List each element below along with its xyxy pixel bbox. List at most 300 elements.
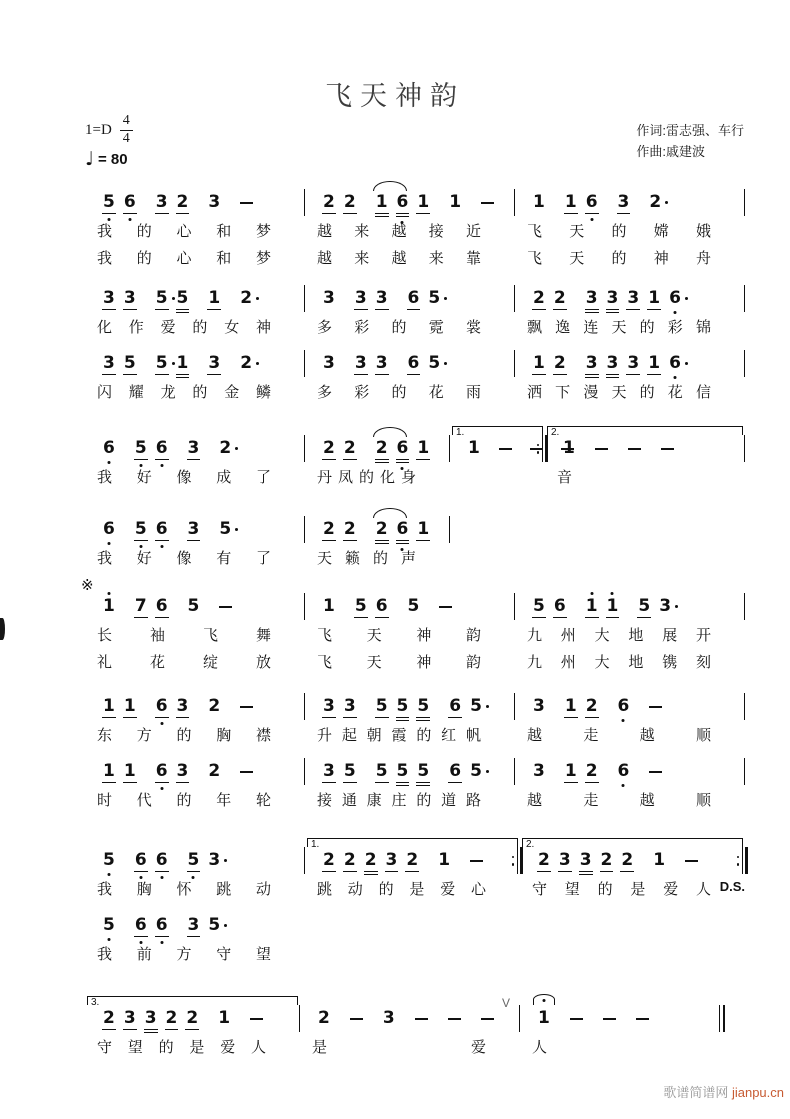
barline (744, 593, 745, 620)
system-5 (81, 577, 745, 676)
underline (155, 617, 169, 618)
note-token (439, 597, 452, 621)
lyric-char: 成 (216, 469, 232, 486)
note-digit: 2 (375, 438, 388, 458)
rest-dash (649, 706, 662, 708)
rest-dash (240, 706, 253, 708)
lyric-char: 天 (569, 223, 585, 240)
underline-group (155, 213, 169, 216)
note-token (177, 289, 189, 308)
note-digit: 1 (533, 353, 545, 373)
underline-group (155, 617, 169, 620)
underline (102, 213, 116, 214)
lyric-char: 神 (255, 319, 271, 336)
dot-after (235, 447, 238, 450)
lyric-char: 我 (97, 550, 113, 567)
lyric-char: 花 (149, 654, 165, 671)
rest-dash (470, 860, 483, 862)
underline (564, 213, 578, 214)
lyric-char: 闪 (97, 384, 113, 401)
underline-group (134, 936, 148, 939)
note-token (649, 762, 662, 786)
note-token (554, 289, 566, 308)
note-token (417, 697, 429, 716)
measure (450, 426, 545, 464)
rest-dash (415, 1018, 428, 1020)
lyric-char: 前 (136, 946, 152, 963)
note-digit: 6 (617, 696, 630, 716)
underline-group (123, 782, 137, 785)
breath-mark: V (501, 996, 510, 1010)
note-digit: 5 (396, 696, 409, 716)
note-digit: 1 (653, 850, 666, 870)
note-token (156, 520, 168, 539)
barline (744, 189, 745, 216)
volta-bracket (452, 426, 543, 438)
underline (537, 871, 551, 872)
note-digit: 2 (318, 1008, 330, 1028)
lyric-char: 走 (583, 727, 599, 744)
measure (85, 749, 305, 787)
note-digit: 7 (134, 596, 147, 616)
underline-group (354, 617, 368, 620)
note-token (565, 193, 577, 212)
note-digit: 2 (208, 696, 221, 716)
note-token (415, 1009, 428, 1033)
note-digit: 3 (123, 288, 136, 308)
note-token (240, 354, 252, 373)
score-body (81, 172, 745, 1061)
underline-group (123, 213, 137, 216)
underline (585, 312, 599, 313)
lyric-char: 守 (532, 881, 548, 898)
note-token (145, 1009, 157, 1028)
rest-dash (685, 860, 698, 862)
rest-dash (628, 448, 641, 450)
underline (322, 213, 336, 214)
lyric-char: 人 (532, 1039, 548, 1056)
lyrics-cell (85, 1034, 300, 1061)
lyric-char: 起 (341, 727, 357, 744)
underline (407, 374, 421, 375)
lyric-char: 跳 (216, 881, 232, 898)
underline (375, 374, 389, 375)
underline (343, 459, 357, 460)
underline (123, 309, 137, 310)
note-digit: 3 (103, 288, 115, 308)
lyric-char: 梦 (255, 223, 271, 240)
note-token (449, 697, 461, 716)
note-token (417, 762, 429, 781)
lyrics-cell (85, 787, 305, 814)
note-digit: 2 (585, 761, 598, 781)
note-token (653, 851, 665, 870)
lyric-char: 锦 (695, 319, 711, 336)
lyric-char: 接 (317, 792, 333, 809)
rest-dash (603, 1018, 616, 1020)
note-digit: 5 (176, 288, 189, 308)
lyrics-cell (515, 245, 745, 272)
underline-group (343, 213, 357, 216)
note-token (103, 916, 115, 935)
lyric-char: 花 (428, 384, 444, 401)
lyric-char: 有 (216, 550, 232, 567)
note-digit: 3 (176, 761, 189, 781)
measure (305, 749, 515, 787)
system-8 (85, 996, 745, 1061)
lyrics-cell (305, 379, 515, 406)
note-token (565, 697, 577, 716)
note-token (648, 354, 660, 373)
lyric-char: 道 (441, 792, 457, 809)
underline-group (322, 717, 336, 720)
lyrics-cell (450, 464, 545, 491)
underline (187, 871, 201, 872)
note-digit: 1 (563, 438, 575, 458)
lyric-char: 襟 (255, 727, 271, 744)
measure (305, 276, 515, 314)
note-digit: 5 (638, 596, 651, 616)
lyric-char: 的 (611, 223, 627, 240)
measure (520, 996, 725, 1034)
note-token (417, 193, 429, 212)
underline (134, 617, 148, 618)
lyric-char: 时 (97, 792, 113, 809)
underline (585, 374, 599, 375)
lyric-char: 彩 (354, 319, 370, 336)
lyric-char: 天 (366, 627, 382, 644)
underline (617, 213, 631, 214)
underline-group (343, 782, 357, 785)
lyrics-cell (305, 787, 515, 814)
underline (626, 309, 640, 310)
lyric-char: 来 (428, 250, 444, 267)
underline-group (322, 782, 336, 785)
note-token (156, 851, 168, 870)
underline (364, 871, 378, 872)
underline (123, 717, 137, 718)
note-token (323, 520, 335, 539)
note-token (218, 1009, 230, 1028)
measure (300, 996, 520, 1034)
underline-group (416, 540, 430, 543)
note-token (344, 697, 356, 716)
lyric-char: 舟 (695, 250, 711, 267)
lyric-char: 顺 (695, 727, 711, 744)
lyric-char: 神 (416, 627, 432, 644)
note-digit: 6 (155, 696, 168, 716)
lyric-char: 展 (662, 627, 678, 644)
meter-denominator: 4 (122, 131, 130, 146)
volta-bracket (307, 838, 518, 850)
quarter-note-icon: ♩ (85, 148, 94, 170)
lyric-char: 的 (416, 727, 432, 744)
barline (449, 516, 450, 543)
underline-group (343, 717, 357, 720)
note-token (323, 762, 335, 781)
lyrics-cell (305, 464, 450, 491)
lyric-char: 连 (583, 319, 599, 336)
note-token (177, 697, 189, 716)
note-digit: 6 (396, 519, 409, 539)
key-signature (85, 114, 133, 146)
underline (396, 213, 410, 214)
note-digit: 5 (417, 696, 430, 716)
lyric-char: 靠 (465, 250, 481, 267)
volta-label: 1. (456, 427, 465, 438)
note-token (397, 520, 409, 539)
underline (155, 374, 169, 375)
underline-group (187, 871, 201, 874)
underline (396, 462, 410, 463)
note-digit: 6 (123, 192, 136, 212)
note-digit: 1 (417, 192, 430, 212)
note-token (323, 354, 335, 373)
note-digit: 2 (553, 353, 566, 373)
lyric-char: 守 (97, 1039, 113, 1056)
notes-row (85, 507, 745, 545)
note-digit: 3 (617, 192, 630, 212)
thin-bar (517, 847, 518, 874)
lyric-char: 像 (176, 469, 192, 486)
underline (155, 782, 169, 783)
rest-dash (250, 1018, 263, 1020)
note-token (659, 597, 671, 616)
measure (85, 684, 305, 722)
underline-group (123, 1029, 137, 1032)
underline (606, 312, 620, 313)
lyric-char: 的 (176, 792, 192, 809)
tempo-value: = 80 (97, 150, 128, 168)
underline-group (564, 213, 578, 216)
underline-group (553, 617, 567, 620)
note-token (124, 762, 136, 781)
underline (626, 374, 640, 375)
underline (322, 782, 336, 783)
volta-bracket (87, 996, 298, 1008)
note-digit: 5 (428, 288, 441, 308)
dot-after (444, 362, 447, 365)
underline-group (375, 782, 389, 785)
note-token (208, 354, 220, 373)
note-digit: 2 (585, 696, 598, 716)
note-token (538, 1009, 550, 1028)
underline (176, 717, 190, 718)
note-digit: 6 (407, 288, 420, 308)
note-token (103, 1009, 115, 1028)
note-token (636, 1009, 649, 1033)
underline (354, 617, 368, 618)
underline (375, 617, 389, 618)
underline-group (102, 309, 116, 312)
note-token (323, 851, 335, 870)
lyrics-cell (520, 1034, 725, 1061)
lyric-char: 州 (560, 627, 576, 644)
lyric-char: 礼 (97, 654, 113, 671)
note-digit: 1 (468, 438, 480, 458)
underline-group (617, 213, 631, 216)
note-token (135, 439, 147, 458)
underline-group (343, 540, 357, 543)
lyric-char: 路 (465, 792, 481, 809)
measure (85, 341, 305, 379)
underline (322, 540, 336, 541)
note-token (135, 851, 147, 870)
note-digit: 2 (364, 850, 377, 870)
lyric-char: 了 (255, 550, 271, 567)
lyric-char: 的 (639, 319, 655, 336)
rest-dash (240, 771, 253, 773)
note-token (669, 289, 681, 308)
note-token (570, 1009, 583, 1033)
measure (305, 180, 515, 218)
underline (375, 213, 389, 214)
underline (385, 871, 399, 872)
underline-group (375, 309, 389, 312)
note-digit: 1 (533, 192, 545, 212)
measure (305, 341, 515, 379)
note-digit: 5 (407, 596, 420, 616)
lyric-char: 鳞 (255, 384, 271, 401)
underline-group (375, 374, 389, 377)
note-digit: 3 (385, 850, 398, 870)
lyric-char: 龙 (160, 384, 176, 401)
underline-group (165, 1029, 179, 1032)
rest-dash (570, 1018, 583, 1020)
note-token (408, 597, 420, 616)
notes-row (85, 276, 745, 314)
underline (600, 871, 614, 872)
lyric-char: 守 (216, 946, 232, 963)
lyric-char: 动 (347, 881, 363, 898)
underline (579, 874, 593, 875)
note-token (103, 762, 115, 781)
note-digit: 5 (134, 519, 147, 539)
underline-group (647, 374, 661, 377)
note-digit: 5 (103, 850, 115, 870)
note-token (208, 851, 220, 870)
lyric-char: 轮 (255, 792, 271, 809)
lyric-char: 韵 (465, 654, 481, 671)
lyrics-cell (520, 876, 745, 903)
note-digit: 2 (323, 519, 335, 539)
note-digit: 1 (123, 696, 136, 716)
underline (155, 540, 169, 541)
note-digit: 1 (218, 1008, 231, 1028)
underline (176, 377, 190, 378)
underline-group (606, 617, 620, 620)
underline (416, 717, 430, 718)
lyric-char: 长 (97, 627, 113, 644)
underline (176, 312, 190, 313)
underline (134, 459, 148, 460)
volta-bracket (522, 838, 743, 850)
note-token (417, 520, 429, 539)
note-digit: 2 (186, 1008, 199, 1028)
measure (85, 903, 305, 941)
note-digit: 5 (375, 696, 388, 716)
lyric-char: 的 (372, 550, 388, 567)
note-digit: 3 (123, 1008, 136, 1028)
underline-group (207, 374, 221, 377)
note-token (603, 1009, 616, 1033)
underline (375, 543, 389, 544)
tie-arc (373, 508, 407, 518)
measure (305, 584, 515, 622)
barline (744, 693, 745, 720)
note-token (468, 439, 479, 458)
note-token (135, 597, 147, 616)
system-2 (85, 276, 745, 406)
rest-dash (636, 1018, 649, 1020)
note-digit: 2 (375, 519, 388, 539)
note-token (607, 354, 619, 373)
lyrics-cell (515, 649, 745, 676)
notes-row (85, 903, 745, 941)
note-digit: 2 (240, 288, 253, 308)
lyric-char: 方 (176, 946, 192, 963)
underline-group (155, 717, 169, 720)
rest-dash (499, 448, 512, 450)
note-token (135, 916, 147, 935)
lyrics-cell (305, 545, 450, 572)
lyric-char: 洒 (527, 384, 543, 401)
underline-group (322, 213, 336, 216)
note-digit: 6 (155, 850, 168, 870)
note-token (481, 1009, 494, 1033)
dot-after (444, 297, 447, 300)
note-digit: 6 (155, 761, 168, 781)
underline (396, 540, 410, 541)
note-digit: 5 (134, 438, 147, 458)
underline-group (134, 540, 148, 543)
note-digit: 5 (470, 761, 482, 781)
note-token (417, 439, 429, 458)
notes-row (85, 584, 745, 622)
note-digit: 2 (240, 353, 253, 373)
underline (187, 540, 201, 541)
note-digit: 1 (123, 761, 136, 781)
underline-group (102, 374, 116, 377)
lyrics-cell (305, 622, 515, 649)
lyric-char: 的 (192, 384, 208, 401)
lyric-char: 越 (639, 727, 655, 744)
barline (744, 758, 745, 785)
note-digit: 3 (323, 288, 335, 308)
underline (102, 374, 116, 375)
note-digit: 6 (396, 438, 409, 458)
underline (144, 1029, 158, 1030)
note-digit: 2 (621, 850, 634, 870)
underline-group (176, 213, 190, 216)
note-token (449, 193, 461, 212)
note-token (156, 289, 168, 308)
note-token (580, 851, 592, 870)
lyric-char: 近 (465, 223, 481, 240)
composer-credit: 作曲:戚建波 (636, 144, 705, 159)
underline (134, 540, 148, 541)
note-token (533, 354, 545, 373)
underline-group (375, 617, 389, 620)
barline (744, 435, 745, 462)
lyric-char: 女 (224, 319, 240, 336)
underline (155, 459, 169, 460)
note-digit: 2 (406, 850, 419, 870)
underline (343, 871, 357, 872)
lyric-char: 望 (564, 881, 580, 898)
repeat-dot (737, 856, 740, 859)
note-token (219, 520, 231, 539)
